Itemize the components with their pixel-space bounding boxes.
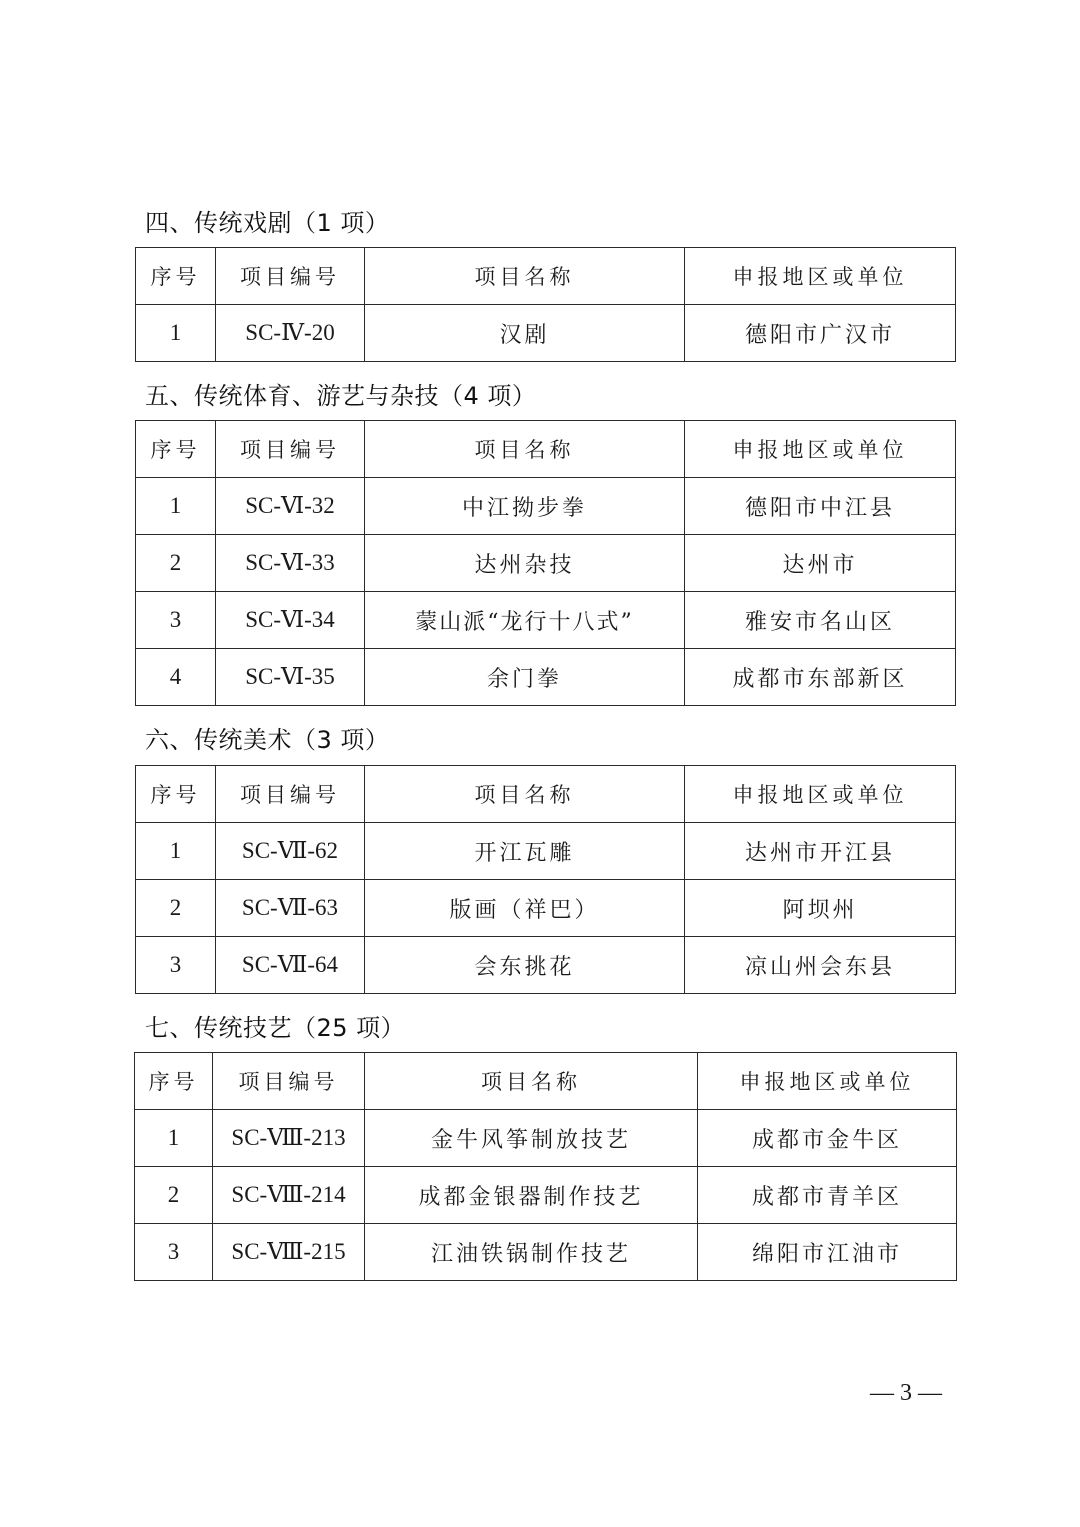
cell-region: 绵阳市江油市	[698, 1224, 957, 1281]
cell-code: SC-Ⅶ-63	[216, 880, 365, 937]
cell-index: 3	[135, 1224, 213, 1281]
table-row	[135, 1110, 957, 1167]
cell-region: 凉山州会东县	[685, 937, 956, 994]
header-code: 项目编号	[216, 421, 365, 478]
cell-code: SC-Ⅶ-64	[216, 937, 365, 994]
header-name: 项目名称	[365, 421, 685, 478]
header-region: 申报地区或单位	[698, 1053, 957, 1110]
cell-name: 达州杂技	[365, 535, 685, 592]
cell-index: 1	[136, 305, 216, 362]
cell-name: 版画（祥巴）	[365, 880, 685, 937]
table-row	[136, 937, 956, 994]
table-header-row	[135, 1053, 957, 1110]
table-traditional-art	[135, 765, 956, 994]
cell-name: 开江瓦雕	[365, 823, 685, 880]
header-name: 项目名称	[365, 1053, 698, 1110]
table-row	[136, 649, 956, 706]
cell-index: 2	[136, 535, 216, 592]
table-row	[136, 535, 956, 592]
header-name: 项目名称	[365, 766, 685, 823]
cell-name: 蒙山派“龙行十八式”	[365, 592, 685, 649]
header-code: 项目编号	[213, 1053, 365, 1110]
cell-code: SC-Ⅵ-34	[216, 592, 365, 649]
header-region: 申报地区或单位	[685, 248, 956, 305]
section-title-traditional-art: 六、传统美术（3 项）	[145, 726, 390, 754]
header-region: 申报地区或单位	[685, 421, 956, 478]
cell-name: 金牛风筝制放技艺	[365, 1110, 698, 1167]
cell-index: 2	[136, 880, 216, 937]
cell-code: SC-Ⅷ-214	[213, 1167, 365, 1224]
header-index: 序号	[136, 421, 216, 478]
cell-code: SC-Ⅵ-32	[216, 478, 365, 535]
section-title-traditional-sports: 五、传统体育、游艺与杂技（4 项）	[145, 382, 537, 410]
cell-name: 中江拗步拳	[365, 478, 685, 535]
table-header-row	[136, 421, 956, 478]
table-row	[136, 305, 956, 362]
cell-region: 德阳市广汉市	[685, 305, 956, 362]
cell-code: SC-Ⅵ-33	[216, 535, 365, 592]
cell-region: 成都市东部新区	[685, 649, 956, 706]
table-row	[136, 880, 956, 937]
table-header-row	[136, 248, 956, 305]
cell-region: 成都市金牛区	[698, 1110, 957, 1167]
table-row	[136, 592, 956, 649]
cell-name: 余门拳	[365, 649, 685, 706]
table-traditional-sports	[135, 420, 956, 706]
page-number: — 3 —	[870, 1380, 942, 1406]
cell-index: 2	[135, 1167, 213, 1224]
cell-region: 成都市青羊区	[698, 1167, 957, 1224]
cell-code: SC-Ⅳ-20	[216, 305, 365, 362]
cell-index: 1	[136, 823, 216, 880]
cell-index: 1	[135, 1110, 213, 1167]
cell-code: SC-Ⅶ-62	[216, 823, 365, 880]
table-row	[136, 823, 956, 880]
cell-region: 达州市开江县	[685, 823, 956, 880]
cell-region: 雅安市名山区	[685, 592, 956, 649]
cell-name: 江油铁锅制作技艺	[365, 1224, 698, 1281]
header-code: 项目编号	[216, 766, 365, 823]
cell-index: 1	[136, 478, 216, 535]
section-title-traditional-craft: 七、传统技艺（25 项）	[145, 1014, 406, 1042]
cell-name: 汉剧	[365, 305, 685, 362]
table-traditional-drama	[135, 247, 956, 362]
cell-region: 阿坝州	[685, 880, 956, 937]
cell-region: 达州市	[685, 535, 956, 592]
cell-index: 4	[136, 649, 216, 706]
cell-code: SC-Ⅵ-35	[216, 649, 365, 706]
cell-code: SC-Ⅷ-215	[213, 1224, 365, 1281]
header-index: 序号	[135, 1053, 213, 1110]
table-row	[135, 1224, 957, 1281]
header-code: 项目编号	[216, 248, 365, 305]
cell-index: 3	[136, 937, 216, 994]
cell-name: 成都金银器制作技艺	[365, 1167, 698, 1224]
table-row	[135, 1167, 957, 1224]
cell-name: 会东挑花	[365, 937, 685, 994]
cell-index: 3	[136, 592, 216, 649]
table-header-row	[136, 766, 956, 823]
header-region: 申报地区或单位	[685, 766, 956, 823]
header-index: 序号	[136, 248, 216, 305]
cell-region: 德阳市中江县	[685, 478, 956, 535]
header-name: 项目名称	[365, 248, 685, 305]
table-row	[136, 478, 956, 535]
cell-code: SC-Ⅷ-213	[213, 1110, 365, 1167]
section-title-traditional-drama: 四、传统戏剧（1 项）	[145, 209, 390, 237]
header-index: 序号	[136, 766, 216, 823]
table-traditional-craft	[134, 1052, 957, 1281]
